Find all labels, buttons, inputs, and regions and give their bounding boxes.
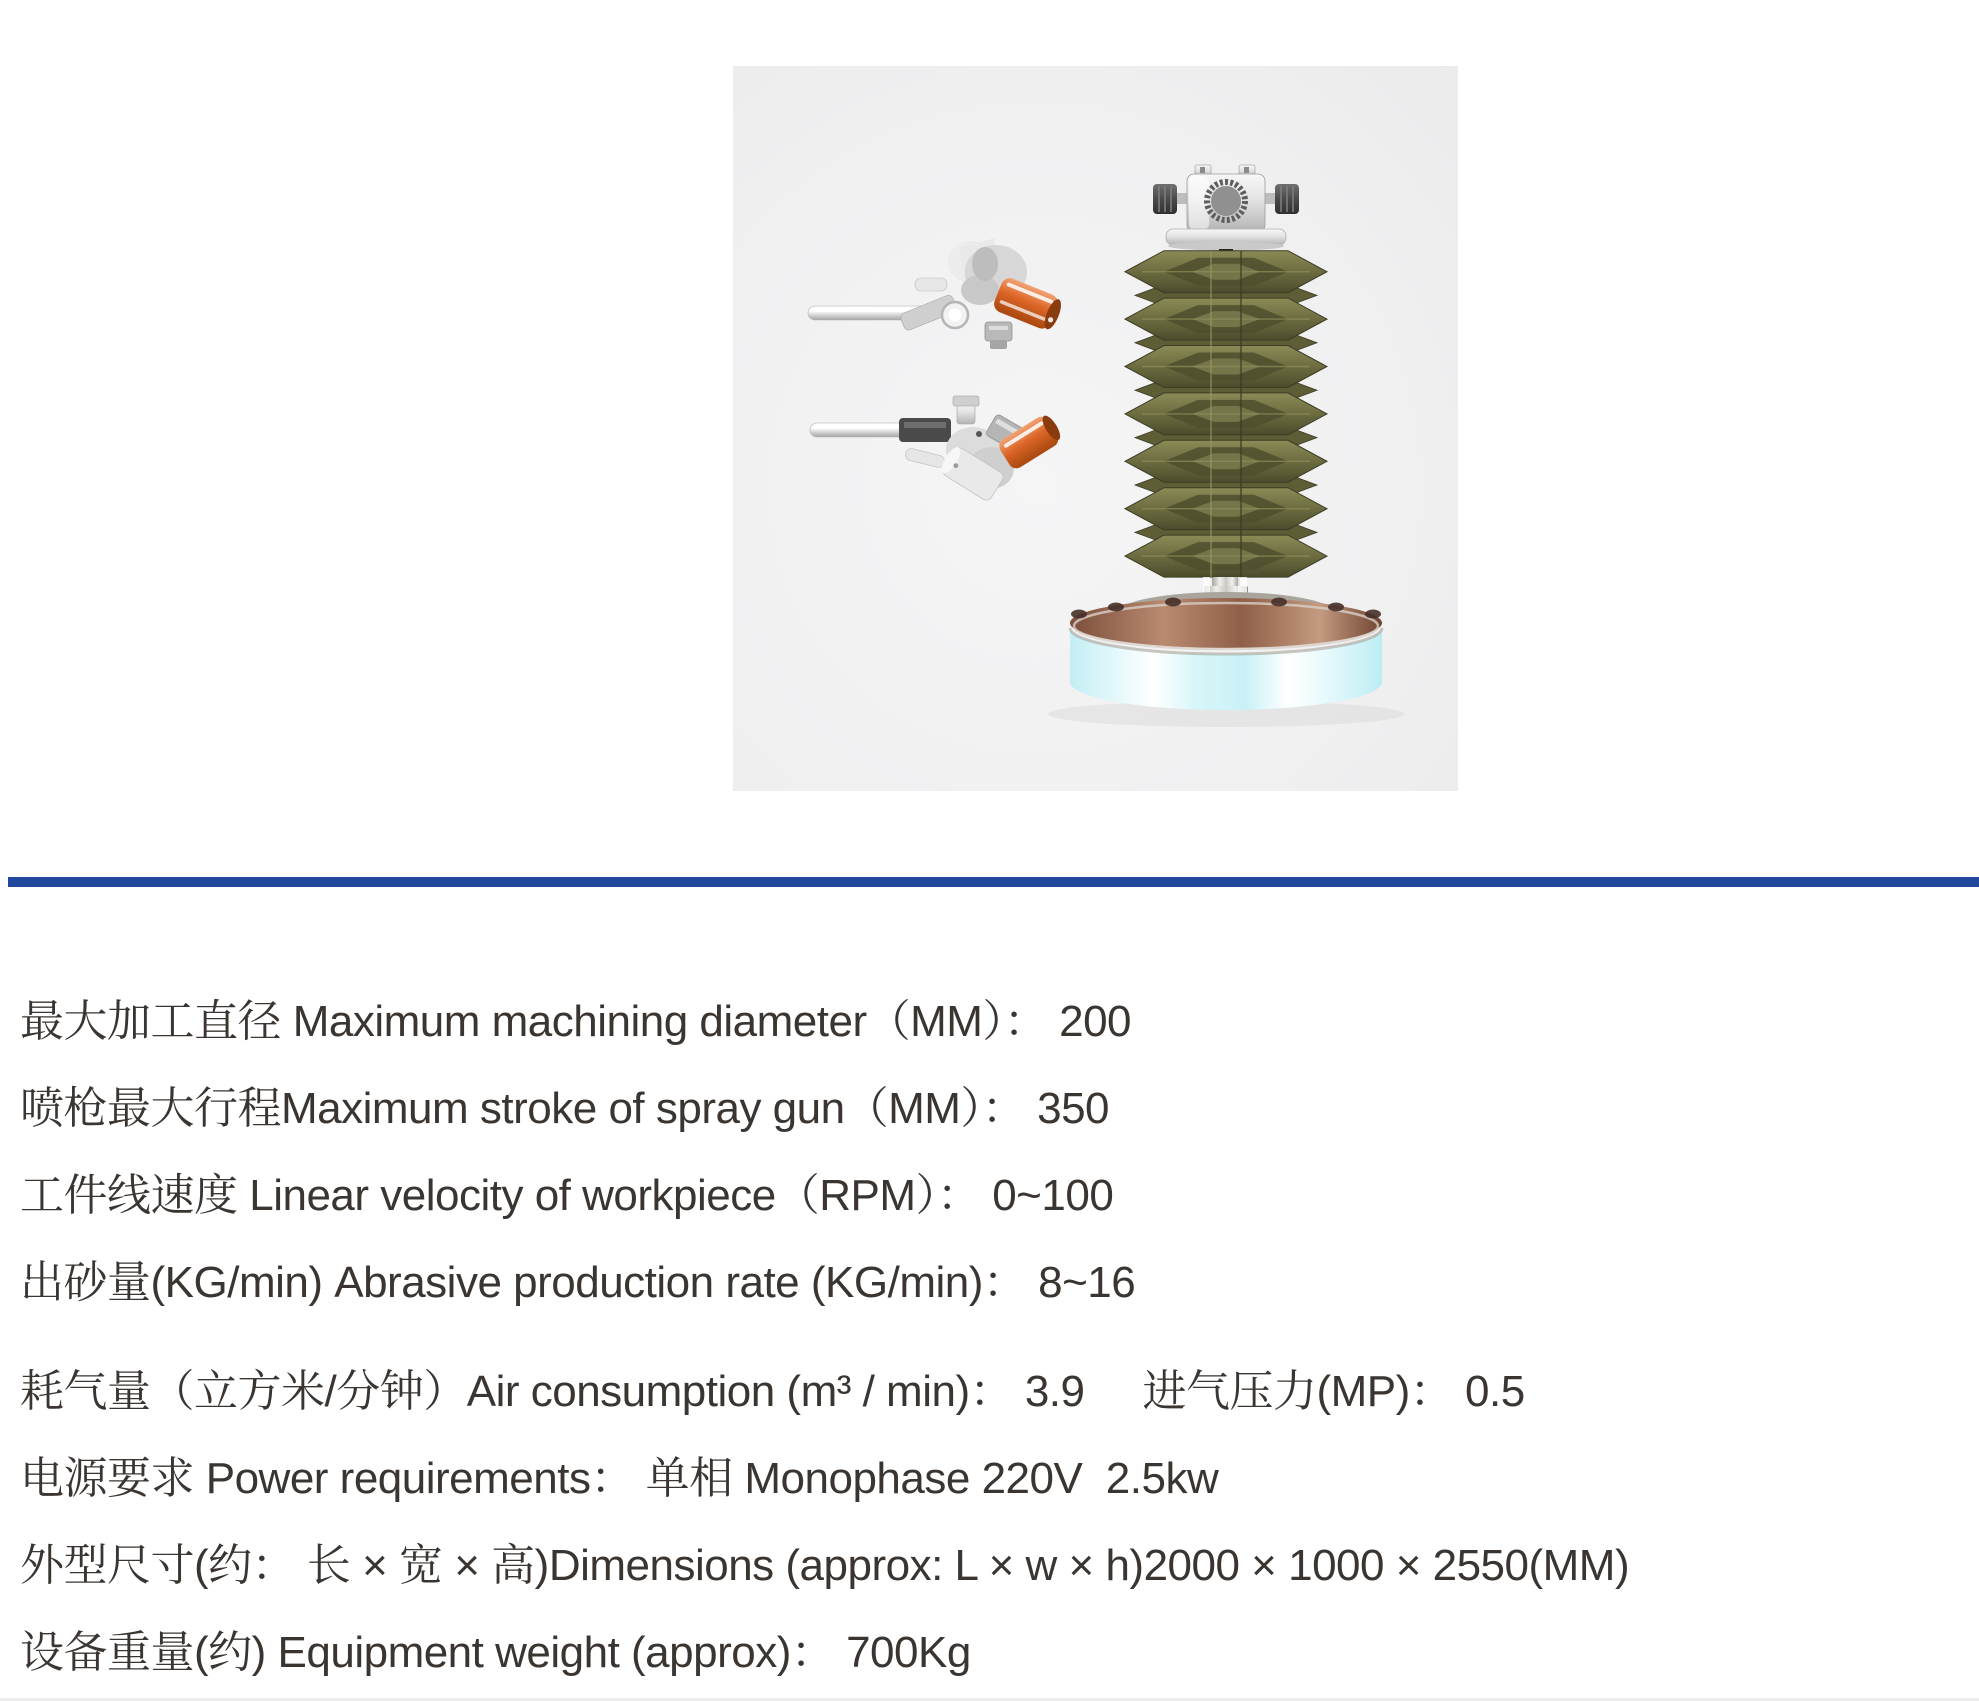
spec-text: 外型尺寸(约： 长 × 宽 × 高)Dimensions (approx: L × w × h)2000 × 1000 × 2550(MM) (20, 1541, 1630, 1590)
gear-stack (1125, 249, 1327, 579)
product-image (733, 66, 1458, 791)
spec-text: 设备重量(约) Equipment weight (approx)： 700Kg (20, 1628, 971, 1677)
spec-abrasive-rate (20, 1239, 1970, 1326)
spec-max-machining-diameter (20, 978, 1970, 1065)
spray-gun-lower (810, 396, 1065, 502)
product-render (733, 66, 1458, 791)
spec-text: 工件线速度 Linear velocity of workpiece（RPM）： 0~100 (20, 1171, 1114, 1220)
spec-text: 电源要求 Power requirements： 单相 Monophase 220V 2.5kw (20, 1454, 1219, 1503)
spec-linear-velocity (20, 1152, 1970, 1239)
gun-clamp-block (899, 418, 951, 442)
spec-equipment-weight (20, 1609, 1970, 1696)
spec-text: 最大加工直径 Maximum machining diameter（MM）： 200 (20, 997, 1132, 1046)
gun-nut (985, 322, 1012, 349)
spec-text: 耗气量（立方米/分钟）Air consumption (m³ / min)： 3.9 (20, 1367, 1085, 1416)
gun-stub-pipe (904, 447, 946, 468)
top-clamp (1153, 165, 1299, 251)
left-thumb-knob (1153, 184, 1177, 214)
spec-max-stroke (20, 1065, 1970, 1152)
stacked-gear-workpiece (1048, 165, 1404, 727)
flanged-base (1070, 592, 1382, 710)
gun-top-bolt (953, 396, 979, 424)
divider-line (8, 877, 1979, 887)
spec-air-consumption (20, 1348, 1970, 1435)
right-thumb-knob (1275, 184, 1299, 214)
spec-list (20, 978, 1970, 1696)
spec-text: 出砂量(KG/min) Abrasive production rate (KG/min)： 8~16 (20, 1258, 1136, 1307)
spec-text: 喷枪最大行程Maximum stroke of spray gun（MM）： 350 (20, 1084, 1110, 1133)
spray-gun-upper (808, 238, 1065, 349)
spec-inlet-pressure: 进气压力(MP)： 0.5 (1142, 1367, 1525, 1416)
gun-stub-pipe (915, 278, 947, 291)
spec-power-requirements (20, 1435, 1970, 1522)
spec-dimensions (20, 1522, 1970, 1609)
